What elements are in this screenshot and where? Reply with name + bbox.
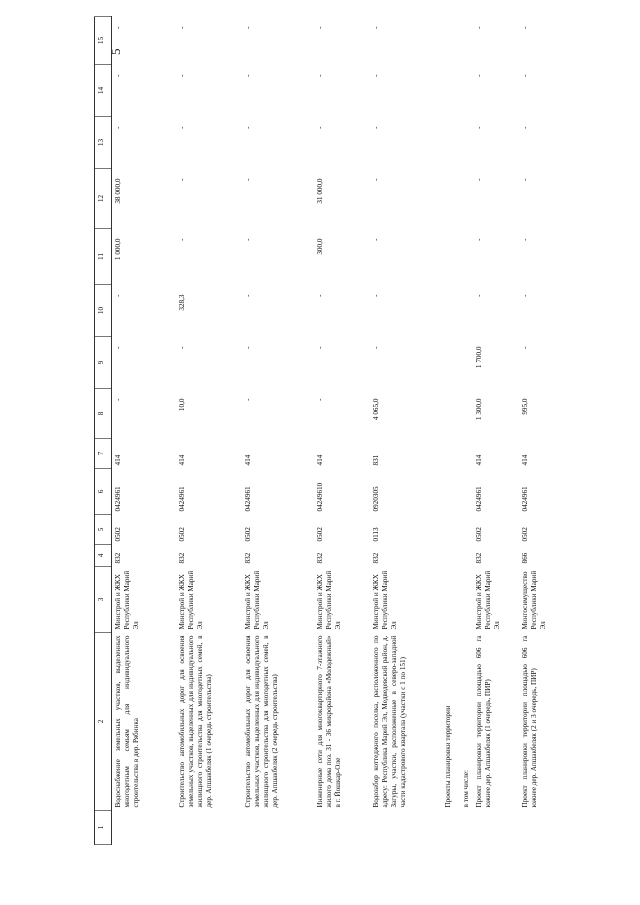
value-cell: - <box>243 346 252 349</box>
item-name-cell: Строительство автомобильных дорог для освоения земельных участков, выделенных для индивидуального жилищного строительства для многодетных семей, в дер. Апшакбеляк (2 очередь строительства) <box>243 635 279 808</box>
expense-type-cell: 414 <box>114 454 122 466</box>
agency-cell: Минстрой и ЖКХ Республики Марий Эл <box>243 570 270 630</box>
expense-type-cell: 831 <box>371 454 380 466</box>
value-cell: - <box>474 238 483 241</box>
value-cell: - <box>315 126 324 129</box>
table-body <box>112 17 559 845</box>
col-header: 12 <box>95 169 112 229</box>
agency-cell: Минстрой и ЖКХ Республики Марий Эл <box>315 570 342 630</box>
target-code-cell: 0424961 <box>243 486 252 512</box>
value-cell <box>460 389 473 439</box>
program-table <box>94 16 559 845</box>
table-row <box>442 17 460 845</box>
value-cell: - <box>177 26 186 29</box>
value-cell: 1 700,0 <box>474 346 483 369</box>
value-cell: - <box>315 74 324 77</box>
agency-cell: Минстрой и ЖКХ Республики Марий Эл <box>474 570 501 630</box>
row-number-cell <box>370 811 442 845</box>
section-code-cell: 0502 <box>315 527 324 542</box>
section-code-cell: 0502 <box>520 527 529 542</box>
value-cell: 328,3 <box>177 294 186 311</box>
value-cell: - <box>474 26 483 29</box>
section-code-cell <box>442 515 460 545</box>
value-cell: - <box>371 126 380 129</box>
section-code-cell: 0113 <box>371 527 380 542</box>
value-cell: - <box>114 26 122 29</box>
value-cell: - <box>243 126 252 129</box>
value-cell: 31 000,0 <box>315 178 324 204</box>
row-number-cell <box>442 811 460 845</box>
expense-type-cell <box>460 439 473 469</box>
ministry-code-cell <box>460 545 473 567</box>
section-code-cell: 0502 <box>114 527 122 542</box>
ministry-code-cell: 832 <box>474 552 483 564</box>
value-cell <box>460 229 473 285</box>
agency-cell: Минстрой и ЖКХ Республики Марий Эл <box>177 570 204 630</box>
value-cell: - <box>243 398 252 401</box>
agency-cell <box>460 567 473 633</box>
item-name-cell: Инженерные сети для многоквартирного 7-этажного жилого дома поз. 31 - 36 микрорайона «Молодежный» в г. Йошкар-Оле <box>315 635 342 808</box>
value-cell: - <box>371 346 380 349</box>
col-header: 5 <box>95 515 112 545</box>
value-cell <box>442 337 460 389</box>
target-code-cell: 04249610 <box>315 482 324 512</box>
value-cell: 4 065,0 <box>371 398 380 421</box>
ministry-code-cell: 832 <box>243 552 252 564</box>
agency-cell: Мингосимущество Республики Марий Эл <box>520 570 547 630</box>
value-cell: 300,0 <box>315 238 324 255</box>
value-cell: - <box>474 74 483 77</box>
expense-type-cell: 414 <box>520 454 529 466</box>
value-cell <box>442 17 460 65</box>
expense-type-cell <box>442 439 460 469</box>
target-code-cell: 0424961 <box>177 486 186 512</box>
value-cell: - <box>243 74 252 77</box>
value-cell: - <box>315 294 324 297</box>
value-cell: - <box>474 294 483 297</box>
value-cell: 38 000,0 <box>114 178 122 204</box>
value-cell <box>442 65 460 117</box>
value-cell <box>460 65 473 117</box>
value-cell: - <box>315 26 324 29</box>
value-cell: - <box>371 26 380 29</box>
table-row <box>460 17 473 845</box>
item-name-cell: в том числе: <box>461 770 470 808</box>
value-cell: - <box>315 398 324 401</box>
value-cell <box>442 117 460 169</box>
value-cell: - <box>520 238 529 241</box>
item-name-cell: Строительство автомобильных дорог для освоения земельных участков, выделенных для индивидуального жилищного строительства для многодетных семей, в дер. Апшакбеляк (1 очередь строительства) <box>177 635 213 808</box>
col-header: 3 <box>95 567 112 633</box>
value-cell: - <box>177 74 186 77</box>
value-cell <box>442 389 460 439</box>
value-cell: - <box>520 74 529 77</box>
target-code-cell: 0920305 <box>371 486 380 512</box>
column-number-row <box>95 17 112 845</box>
col-header: 15 <box>95 17 112 65</box>
value-cell <box>460 337 473 389</box>
col-header: 13 <box>95 117 112 169</box>
target-code-cell: 0424961 <box>520 486 529 512</box>
value-cell: 995,0 <box>520 398 529 415</box>
section-code-cell: 0502 <box>243 527 252 542</box>
value-cell: - <box>114 126 122 129</box>
value-cell: - <box>520 294 529 297</box>
table-row <box>112 17 176 845</box>
target-code-cell <box>460 469 473 515</box>
value-cell: - <box>114 398 122 401</box>
value-cell: - <box>520 126 529 129</box>
value-cell <box>442 285 460 337</box>
col-header: 9 <box>95 337 112 389</box>
item-name-cell: Проект планировки территории площадью 606 га южнее дер. Апшакбеляк (1 очередь, ПИР) <box>474 635 492 808</box>
table-row <box>370 17 442 845</box>
expense-type-cell: 414 <box>177 454 186 466</box>
ministry-code-cell: 832 <box>371 552 380 564</box>
ministry-code-cell <box>442 545 460 567</box>
value-cell: - <box>474 126 483 129</box>
value-cell: 10,0 <box>177 398 186 412</box>
row-number-cell <box>473 811 519 845</box>
value-cell: - <box>520 26 529 29</box>
agency-cell: Минстрой и ЖКХ Республики Марий Эл <box>114 570 140 630</box>
item-name-cell: Проекты планировки территории <box>443 705 452 808</box>
value-cell <box>442 169 460 229</box>
value-cell <box>460 169 473 229</box>
value-cell: - <box>371 294 380 297</box>
table-row <box>176 17 242 845</box>
ministry-code-cell: 832 <box>177 552 186 564</box>
value-cell: - <box>177 238 186 241</box>
value-cell: - <box>371 178 380 181</box>
value-cell: - <box>114 74 122 77</box>
col-header: 8 <box>95 389 112 439</box>
table-row <box>519 17 559 845</box>
table-row <box>242 17 314 845</box>
value-cell: - <box>177 346 186 349</box>
expense-type-cell: 414 <box>315 454 324 466</box>
value-cell: - <box>315 346 324 349</box>
ministry-code-cell: 832 <box>315 552 324 564</box>
item-name-cell: Водозабор коттеджного поселка, расположенного по адресу: Республика Марий Эл, Медведевский район, д. Загуры, участки, расположенные в северо-западной части кадастрового квартала (участки с 1 по 151) <box>371 635 407 808</box>
col-header: 1 <box>95 811 112 845</box>
value-cell: - <box>371 238 380 241</box>
section-code-cell: 0502 <box>474 527 483 542</box>
value-cell: - <box>520 178 529 181</box>
value-cell: - <box>114 346 122 349</box>
col-header: 6 <box>95 469 112 515</box>
value-cell: - <box>243 294 252 297</box>
row-number-cell <box>460 811 473 845</box>
value-cell <box>442 229 460 285</box>
ministry-code-cell: 832 <box>114 552 122 564</box>
value-cell: 1 300,0 <box>474 398 483 421</box>
value-cell: - <box>371 74 380 77</box>
agency-cell: Минстрой и ЖКХ Республики Марий Эл <box>371 570 398 630</box>
item-name-cell: Водоснабжение земельных участков, выделенных многодетным семьям для индивидуального строительства в дер. Рябинка <box>114 635 140 808</box>
rotated-page <box>94 26 564 845</box>
value-cell: - <box>177 178 186 181</box>
ministry-code-cell: 866 <box>520 552 529 564</box>
item-name-cell: Проект планировки территории площадью 606 га южнее дер. Апшакбеляк (2 и 3 очередь, ПИР) <box>520 635 538 808</box>
row-number-cell <box>112 811 176 845</box>
target-code-cell: 0424961 <box>114 486 122 512</box>
value-cell <box>460 117 473 169</box>
value-cell: - <box>520 346 529 349</box>
col-header: 11 <box>95 229 112 285</box>
table-row <box>473 17 519 845</box>
row-number-cell <box>242 811 314 845</box>
page-number: 5 <box>108 48 123 55</box>
row-number-cell <box>314 811 370 845</box>
target-code-cell: 0424961 <box>474 486 483 512</box>
value-cell: - <box>243 26 252 29</box>
col-header: 10 <box>95 285 112 337</box>
row-number-cell <box>519 811 559 845</box>
value-cell: - <box>114 294 122 297</box>
value-cell: - <box>474 178 483 181</box>
col-header: 4 <box>95 545 112 567</box>
value-cell <box>460 17 473 65</box>
section-code-cell: 0502 <box>177 527 186 542</box>
table-row <box>314 17 370 845</box>
col-header: 14 <box>95 65 112 117</box>
col-header: 7 <box>95 439 112 469</box>
col-header: 2 <box>95 633 112 811</box>
value-cell <box>460 285 473 337</box>
expense-type-cell: 414 <box>243 454 252 466</box>
value-cell: - <box>243 238 252 241</box>
expense-type-cell: 414 <box>474 454 483 466</box>
row-number-cell <box>176 811 242 845</box>
value-cell: - <box>177 126 186 129</box>
agency-cell <box>442 567 460 633</box>
target-code-cell <box>442 469 460 515</box>
section-code-cell <box>460 515 473 545</box>
value-cell: - <box>243 178 252 181</box>
value-cell: 1 000,0 <box>114 238 122 261</box>
